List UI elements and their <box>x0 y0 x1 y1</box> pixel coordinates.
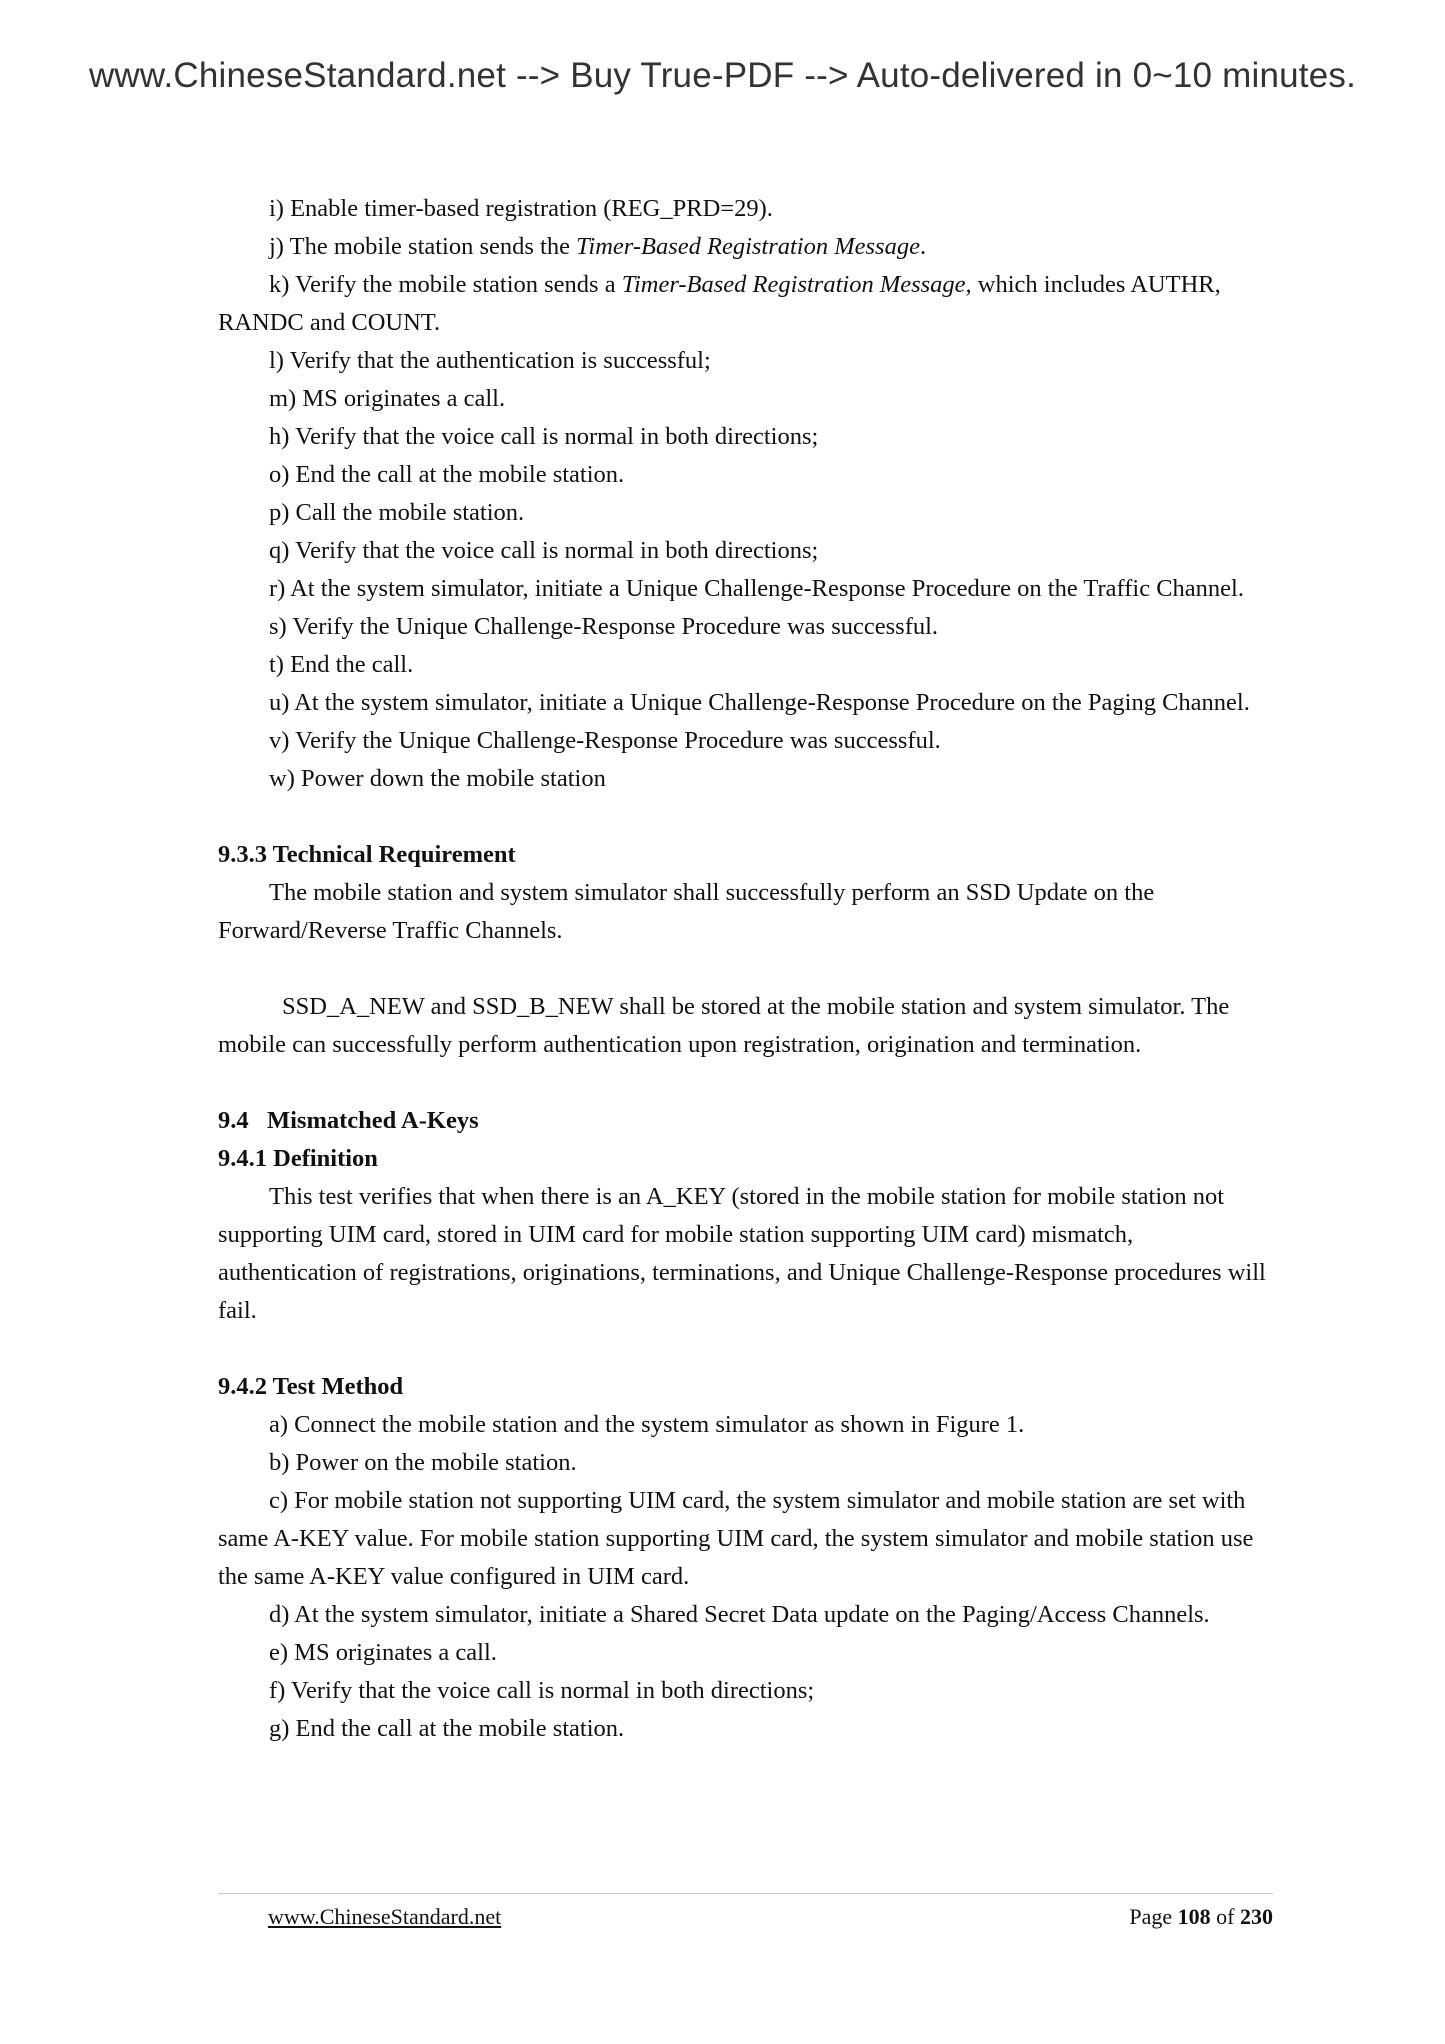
site-banner: www.ChineseStandard.net --> Buy True-PDF --> Auto-delivered in 0~10 minutes. <box>88 56 1357 95</box>
step-u: u) At the system simulator, initiate a Unique Challenge-Response Procedure on the Paging Channel. <box>269 689 1250 716</box>
heading-9-3-3: 9.3.3 Technical Requirement <box>218 841 516 868</box>
paragraph-definition: This test verifies that when there is an A_KEY (stored in the mobile station for mobile station not supporting UIM card, stored in UIM card for mobile station supporting UIM card) mismatch, authentication of registrations, originations, terminations, and Unique Challenge-Response procedures will fail. <box>218 1183 1266 1324</box>
method-step-b: b) Power on the mobile station. <box>269 1449 577 1476</box>
step-o: o) End the call at the mobile station. <box>269 461 625 488</box>
method-step-f: f) Verify that the voice call is normal in both directions; <box>269 1677 815 1704</box>
method-step-g: g) End the call at the mobile station. <box>269 1715 625 1742</box>
heading-9-4: 9.4 Mismatched A-Keys <box>218 1107 479 1134</box>
step-p: p) Call the mobile station. <box>269 499 525 526</box>
paragraph-technical-requirement: The mobile station and system simulator shall successfully perform an SSD Update on the Forward/Reverse Traffic Channels. <box>218 879 1155 944</box>
step-t: t) End the call. <box>269 651 414 678</box>
step-l: l) Verify that the authentication is successful; <box>269 347 711 374</box>
method-step-a: a) Connect the mobile station and the system simulator as shown in Figure 1. <box>269 1411 1025 1438</box>
footer-divider <box>218 1893 1273 1894</box>
step-w: w) Power down the mobile station <box>269 765 606 792</box>
heading-9-4-1: 9.4.1 Definition <box>218 1145 378 1172</box>
step-r: r) At the system simulator, initiate a Unique Challenge-Response Procedure on the Traffic Channel. <box>269 575 1244 602</box>
method-step-d: d) At the system simulator, initiate a Shared Secret Data update on the Paging/Access Channels. <box>269 1601 1210 1628</box>
document-body <box>218 190 1273 1748</box>
heading-9-4-2: 9.4.2 Test Method <box>218 1373 404 1400</box>
step-h: h) Verify that the voice call is normal in both directions; <box>269 423 819 450</box>
step-q: q) Verify that the voice call is normal in both directions; <box>269 537 819 564</box>
step-i: i) Enable timer-based registration (REG_PRD=29). <box>269 195 773 222</box>
method-step-e: e) MS originates a call. <box>269 1639 497 1666</box>
step-s: s) Verify the Unique Challenge-Response Procedure was successful. <box>269 613 939 640</box>
step-k: k) Verify the mobile station sends a Timer-Based Registration Message, which includes AUTHR, RANDC and COUNT. <box>218 271 1221 336</box>
step-v: v) Verify the Unique Challenge-Response Procedure was successful. <box>269 727 941 754</box>
step-m: m) MS originates a call. <box>269 385 506 412</box>
footer-link[interactable]: www.ChineseStandard.net <box>268 1904 502 1929</box>
step-j: j) The mobile station sends the Timer-Based Registration Message. <box>269 233 927 260</box>
page-number: Page 108 of 230 <box>1129 1904 1273 1929</box>
page-footer <box>268 1904 1273 1930</box>
method-step-c: c) For mobile station not supporting UIM card, the system simulator and mobile station are set with same A-KEY value. For mobile station supporting UIM card, the system simulator and mobile station use the same A-KEY value configured in UIM card. <box>218 1487 1254 1590</box>
paragraph-ssd-storage: SSD_A_NEW and SSD_B_NEW shall be stored at the mobile station and system simulator. The mobile can successfully perform authentication upon registration, origination and termination. <box>218 993 1230 1058</box>
